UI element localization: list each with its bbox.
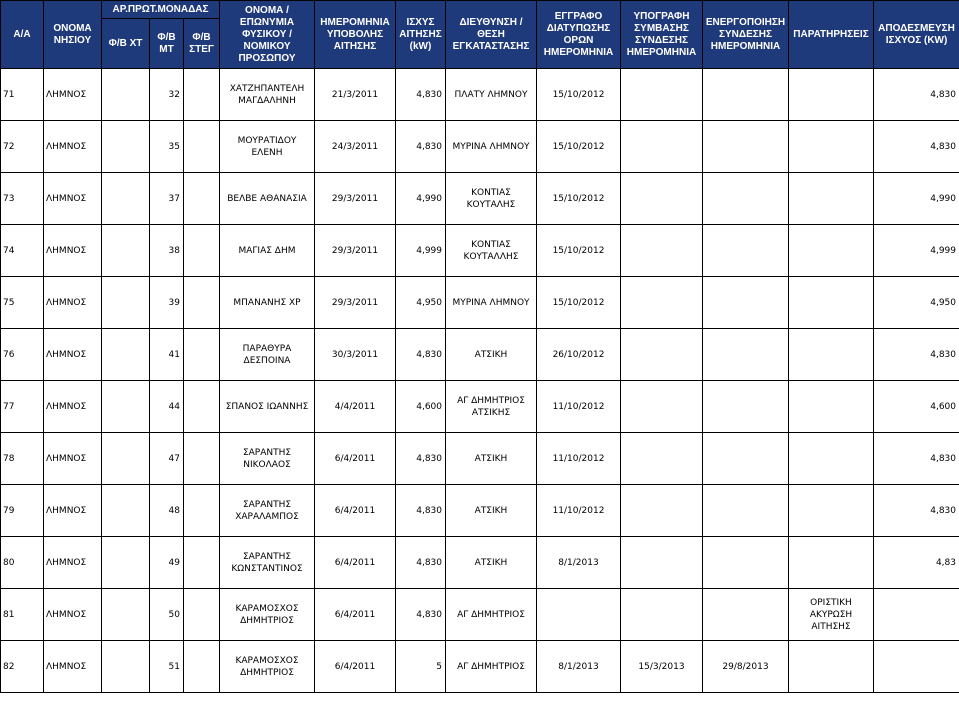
table-row (1, 173, 959, 225)
cell-power-release (874, 589, 959, 641)
cell-remarks (789, 537, 874, 589)
cell-power-release: 4,830 (874, 433, 959, 485)
cell-aa: 74 (1, 225, 44, 277)
cell-terms-date: 8/1/2013 (537, 537, 621, 589)
cell-fb-steg (184, 589, 220, 641)
table-header (1, 1, 959, 69)
table-row (1, 537, 959, 589)
cell-aa: 80 (1, 537, 44, 589)
header-address: ΔΙΕΥΘΥΝΣΗ / ΘΕΣΗ ΕΓΚΑΤΑΣΤΑΣΗΣ (446, 1, 537, 69)
cell-remarks: ΟΡΙΣΤΙΚΗ ΑΚΥΡΩΣΗ ΑΙΤΗΣΗΣ (789, 589, 874, 641)
cell-application-date: 29/3/2011 (315, 225, 396, 277)
cell-contract-date (621, 537, 703, 589)
cell-address: ΚΟΝΤΙΑΣ ΚΟΥΤΑΛΛΗΣ (446, 225, 537, 277)
cell-application-date: 21/3/2011 (315, 69, 396, 121)
cell-power-release (874, 641, 959, 693)
cell-contract-date (621, 433, 703, 485)
cell-fb-xt (102, 381, 150, 433)
cell-aa: 78 (1, 433, 44, 485)
cell-address: ΑΓ ΔΗΜΗΤΡΙΟΣ (446, 641, 537, 693)
cell-fb-mt: 41 (150, 329, 184, 381)
cell-activation-date (703, 173, 789, 225)
cell-fb-steg (184, 537, 220, 589)
cell-activation-date (703, 277, 789, 329)
cell-fb-mt: 49 (150, 537, 184, 589)
cell-name: ΣΑΡΑΝΤΗΣ ΝΙΚΟΛΑΟΣ (220, 433, 315, 485)
cell-fb-mt: 37 (150, 173, 184, 225)
cell-address: ΑΤΣΙΚΗ (446, 537, 537, 589)
cell-remarks (789, 173, 874, 225)
table-row (1, 69, 959, 121)
header-island: ΟΝΟΜΑ ΝΗΣΙΟΥ (44, 1, 102, 69)
cell-island: ΛΗΜΝΟΣ (44, 537, 102, 589)
cell-island: ΛΗΜΝΟΣ (44, 225, 102, 277)
cell-address: ΜΥΡΙΝΑ ΛΗΜΝΟΥ (446, 121, 537, 173)
cell-address: ΑΤΣΙΚΗ (446, 485, 537, 537)
cell-address: ΚΟΝΤΙΑΣ ΚΟΥΤΑΛΗΣ (446, 173, 537, 225)
cell-address: ΑΤΣΙΚΗ (446, 329, 537, 381)
cell-activation-date: 29/8/2013 (703, 641, 789, 693)
cell-activation-date (703, 537, 789, 589)
cell-remarks (789, 641, 874, 693)
header-terms-date: ΕΓΓΡΑΦΟ ΔΙΑΤΥΠΩΣΗΣ ΟΡΩΝ ΗΜΕΡΟΜΗΝΙΑ (537, 1, 621, 69)
header-fb-steg: Φ/Β ΣΤΕΓ (184, 19, 220, 69)
cell-address: ΜΥΡΙΝΑ ΛΗΜΝΟΥ (446, 277, 537, 329)
cell-island: ΛΗΜΝΟΣ (44, 433, 102, 485)
cell-name: ΣΑΡΑΝΤΗΣ ΧΑΡΑΛΑΜΠΟΣ (220, 485, 315, 537)
cell-fb-mt: 51 (150, 641, 184, 693)
cell-remarks (789, 485, 874, 537)
cell-name: ΠΑΡΑΘΥΡΑ ΔΕΣΠΟΙΝΑ (220, 329, 315, 381)
header-protocol-unit: ΑΡ.ΠΡΩΤ.ΜΟΝΑΔΑΣ (102, 1, 220, 19)
header-contract-date: ΥΠΟΓΡΑΦΗ ΣΥΜΒΑΣΗΣ ΣΥΝΔΕΣΗΣ ΗΜΕΡΟΜΗΝΙΑ (621, 1, 703, 69)
cell-terms-date: 15/10/2012 (537, 121, 621, 173)
header-aa: Α/Α (1, 1, 44, 69)
cell-fb-mt: 47 (150, 433, 184, 485)
header-fb-mt: Φ/Β ΜΤ (150, 19, 184, 69)
cell-island: ΛΗΜΝΟΣ (44, 329, 102, 381)
cell-fb-xt (102, 537, 150, 589)
cell-application-date: 6/4/2011 (315, 485, 396, 537)
cell-power-release: 4,830 (874, 485, 959, 537)
cell-activation-date (703, 381, 789, 433)
table-body (1, 69, 959, 693)
cell-activation-date (703, 329, 789, 381)
cell-activation-date (703, 485, 789, 537)
cell-name: ΧΑΤΖΗΠΑΝΤΕΛΗ ΜΑΓΔΑΛΗΝΗ (220, 69, 315, 121)
cell-aa: 72 (1, 121, 44, 173)
cell-power-release: 4,999 (874, 225, 959, 277)
cell-fb-steg (184, 641, 220, 693)
cell-fb-xt (102, 121, 150, 173)
cell-remarks (789, 225, 874, 277)
cell-name: ΣΑΡΑΝΤΗΣ ΚΩΝΣΤΑΝΤΙΝΟΣ (220, 537, 315, 589)
cell-power: 4,830 (396, 329, 446, 381)
cell-fb-steg (184, 225, 220, 277)
cell-fb-xt (102, 589, 150, 641)
cell-aa: 79 (1, 485, 44, 537)
cell-power-release: 4,83 (874, 537, 959, 589)
cell-application-date: 24/3/2011 (315, 121, 396, 173)
cell-remarks (789, 329, 874, 381)
cell-name: ΜΟΥΡΑΤΙΔΟΥ ΕΛΕΝΗ (220, 121, 315, 173)
table-row (1, 433, 959, 485)
cell-contract-date (621, 277, 703, 329)
cell-aa: 77 (1, 381, 44, 433)
cell-power-release: 4,950 (874, 277, 959, 329)
cell-fb-steg (184, 485, 220, 537)
cell-application-date: 6/4/2011 (315, 537, 396, 589)
cell-name: ΒΕΛΒΕ ΑΘΑΝΑΣΙΑ (220, 173, 315, 225)
cell-contract-date (621, 589, 703, 641)
cell-name: ΚΑΡΑΜΟΣΧΟΣ ΔΗΜΗΤΡΙΟΣ (220, 589, 315, 641)
cell-fb-steg (184, 433, 220, 485)
cell-remarks (789, 121, 874, 173)
cell-island: ΛΗΜΝΟΣ (44, 173, 102, 225)
header-application-date: ΗΜΕΡΟΜΗΝΙΑ ΥΠΟΒΟΛΗΣ ΑΙΤΗΣΗΣ (315, 1, 396, 69)
header-activation-date: ΕΝΕΡΓΟΠΟΙΗΣΗ ΣΥΝΔΕΣΗΣ ΗΜΕΡΟΜΗΝΙΑ (703, 1, 789, 69)
table-row (1, 381, 959, 433)
cell-power-release: 4,830 (874, 121, 959, 173)
cell-fb-xt (102, 225, 150, 277)
cell-remarks (789, 69, 874, 121)
cell-power: 4,990 (396, 173, 446, 225)
cell-address: ΑΓ ΔΗΜΗΤΡΙΟΣ ΑΤΣΙΚΗΣ (446, 381, 537, 433)
cell-remarks (789, 381, 874, 433)
cell-contract-date (621, 485, 703, 537)
cell-power: 5 (396, 641, 446, 693)
cell-name: ΚΑΡΑΜΟΣΧΟΣ ΔΗΜΗΤΡΙΟΣ (220, 641, 315, 693)
cell-fb-mt: 48 (150, 485, 184, 537)
cell-power: 4,600 (396, 381, 446, 433)
cell-fb-xt (102, 641, 150, 693)
cell-power-release: 4,830 (874, 69, 959, 121)
cell-fb-mt: 35 (150, 121, 184, 173)
cell-contract-date (621, 173, 703, 225)
cell-fb-xt (102, 329, 150, 381)
cell-remarks (789, 433, 874, 485)
cell-application-date: 6/4/2011 (315, 433, 396, 485)
cell-contract-date (621, 225, 703, 277)
cell-activation-date (703, 589, 789, 641)
cell-power: 4,830 (396, 433, 446, 485)
cell-activation-date (703, 121, 789, 173)
cell-aa: 75 (1, 277, 44, 329)
cell-contract-date (621, 69, 703, 121)
cell-aa: 76 (1, 329, 44, 381)
cell-power: 4,830 (396, 485, 446, 537)
cell-power: 4,830 (396, 121, 446, 173)
table-row (1, 641, 959, 693)
cell-fb-steg (184, 173, 220, 225)
cell-island: ΛΗΜΝΟΣ (44, 485, 102, 537)
cell-address: ΑΤΣΙΚΗ (446, 433, 537, 485)
cell-fb-mt: 32 (150, 69, 184, 121)
cell-application-date: 4/4/2011 (315, 381, 396, 433)
cell-terms-date: 15/10/2012 (537, 173, 621, 225)
cell-island: ΛΗΜΝΟΣ (44, 589, 102, 641)
cell-power: 4,830 (396, 537, 446, 589)
cell-island: ΛΗΜΝΟΣ (44, 381, 102, 433)
cell-island: ΛΗΜΝΟΣ (44, 277, 102, 329)
cell-power-release: 4,990 (874, 173, 959, 225)
cell-name: ΜΑΓΙΑΣ ΔΗΜ (220, 225, 315, 277)
table-row (1, 329, 959, 381)
cell-remarks (789, 277, 874, 329)
header-name: ΟΝΟΜΑ / ΕΠΩΝΥΜΙΑ ΦΥΣΙΚΟΥ / ΝΟΜΙΚΟΥ ΠΡΟΣΩΠΟΥ (220, 1, 315, 69)
header-fb-xt: Φ/Β ΧΤ (102, 19, 150, 69)
cell-terms-date (537, 589, 621, 641)
cell-fb-mt: 50 (150, 589, 184, 641)
cell-aa: 81 (1, 589, 44, 641)
cell-address: ΑΓ ΔΗΜΗΤΡΙΟΣ (446, 589, 537, 641)
cell-terms-date: 11/10/2012 (537, 433, 621, 485)
cell-contract-date: 15/3/2013 (621, 641, 703, 693)
cell-fb-steg (184, 277, 220, 329)
cell-terms-date: 8/1/2013 (537, 641, 621, 693)
cell-activation-date (703, 433, 789, 485)
cell-contract-date (621, 121, 703, 173)
cell-application-date: 29/3/2011 (315, 277, 396, 329)
cell-aa: 71 (1, 69, 44, 121)
cell-fb-steg (184, 121, 220, 173)
table-row (1, 485, 959, 537)
cell-island: ΛΗΜΝΟΣ (44, 121, 102, 173)
cell-power-release: 4,830 (874, 329, 959, 381)
cell-fb-steg (184, 69, 220, 121)
cell-island: ΛΗΜΝΟΣ (44, 69, 102, 121)
cell-terms-date: 11/10/2012 (537, 381, 621, 433)
cell-fb-mt: 39 (150, 277, 184, 329)
cell-fb-xt (102, 173, 150, 225)
cell-activation-date (703, 225, 789, 277)
cell-power: 4,830 (396, 589, 446, 641)
cell-power: 4,830 (396, 69, 446, 121)
cell-address: ΠΛΑΤΥ ΛΗΜΝΟΥ (446, 69, 537, 121)
cell-fb-steg (184, 329, 220, 381)
table-row (1, 277, 959, 329)
cell-application-date: 29/3/2011 (315, 173, 396, 225)
cell-terms-date: 11/10/2012 (537, 485, 621, 537)
cell-application-date: 6/4/2011 (315, 641, 396, 693)
cell-fb-mt: 44 (150, 381, 184, 433)
cell-application-date: 30/3/2011 (315, 329, 396, 381)
table-row (1, 121, 959, 173)
cell-power: 4,999 (396, 225, 446, 277)
cell-aa: 82 (1, 641, 44, 693)
cell-name: ΣΠΑΝΟΣ ΙΩΑΝΝΗΣ (220, 381, 315, 433)
cell-terms-date: 15/10/2012 (537, 69, 621, 121)
cell-power: 4,950 (396, 277, 446, 329)
table-row (1, 225, 959, 277)
cell-fb-xt (102, 277, 150, 329)
header-remarks: ΠΑΡΑΤΗΡΗΣΕΙΣ (789, 1, 874, 69)
cell-name: ΜΠΑΝΑΝΗΣ ΧΡ (220, 277, 315, 329)
cell-terms-date: 15/10/2012 (537, 225, 621, 277)
table-row (1, 589, 959, 641)
cell-terms-date: 15/10/2012 (537, 277, 621, 329)
cell-terms-date: 26/10/2012 (537, 329, 621, 381)
cell-aa: 73 (1, 173, 44, 225)
cell-power-release: 4,600 (874, 381, 959, 433)
cell-fb-xt (102, 69, 150, 121)
cell-contract-date (621, 381, 703, 433)
cell-fb-steg (184, 381, 220, 433)
header-power: ΙΣΧΥΣ ΑΙΤΗΣΗΣ (kW) (396, 1, 446, 69)
cell-fb-mt: 38 (150, 225, 184, 277)
cell-fb-xt (102, 485, 150, 537)
cell-island: ΛΗΜΝΟΣ (44, 641, 102, 693)
cell-fb-xt (102, 433, 150, 485)
cell-contract-date (621, 329, 703, 381)
header-power-release: ΑΠΟΔΕΣΜΕΥΣΗ ΙΣΧΥΟΣ (KW) (874, 1, 959, 69)
cell-application-date: 6/4/2011 (315, 589, 396, 641)
cell-activation-date (703, 69, 789, 121)
